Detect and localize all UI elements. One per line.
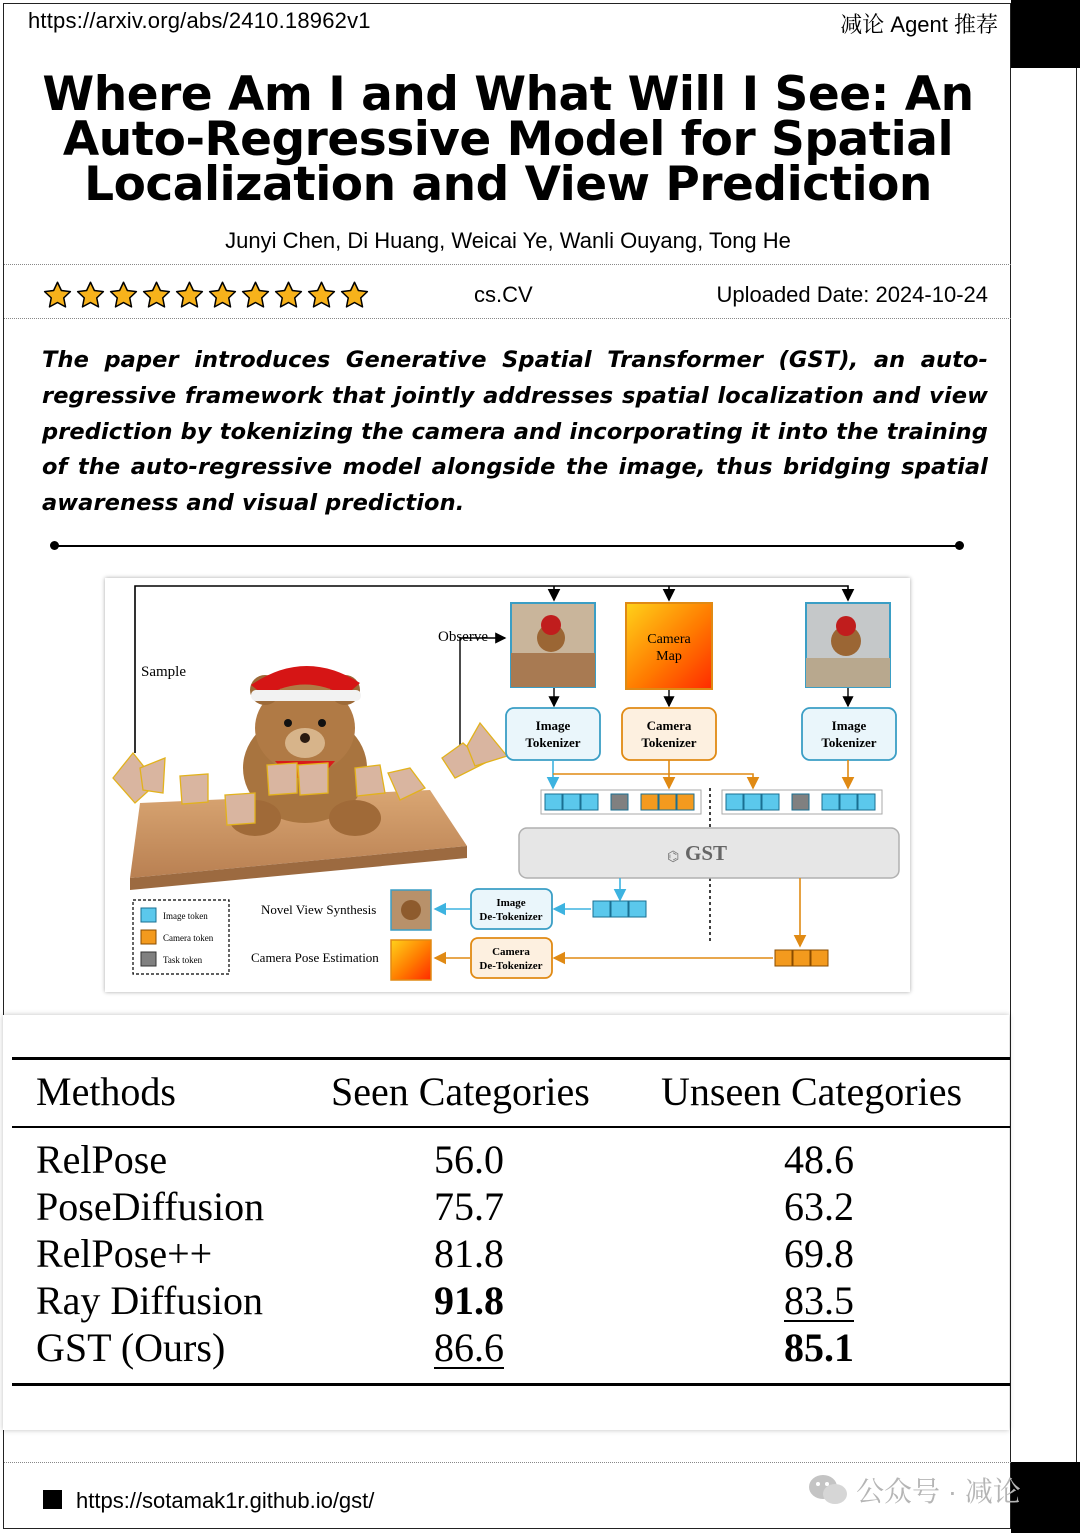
footer-bullet (43, 1490, 62, 1509)
row-method: GST (Ours) (36, 1325, 226, 1370)
row-unseen: 63.2 (784, 1184, 854, 1229)
star-icon (141, 280, 172, 310)
category-label: cs.CV (474, 282, 533, 307)
svg-text:Camera: Camera (492, 946, 530, 958)
camera-map-line1: Camera (647, 632, 691, 647)
paper-title: Where Am I and What Will I See: An Auto-Regressive Model for Spatial Localization and View Prediction (42, 67, 974, 212)
star-icon (75, 280, 106, 310)
upload-date: Uploaded Date: 2024-10-24 (716, 282, 988, 307)
row-unseen: 69.8 (784, 1231, 854, 1276)
section-divider (54, 545, 960, 547)
camera-detokenizer (471, 938, 552, 978)
brand-label: 减论 Agent 推荐 (840, 12, 998, 37)
output-camera-tokens (775, 950, 828, 966)
header-methods: Methods (36, 1069, 176, 1114)
sample-label: Sample (141, 664, 186, 680)
right-border (1076, 68, 1077, 1462)
pose-map-thumb (391, 940, 431, 980)
sample-loop-line (135, 586, 848, 753)
svg-text:Camera: Camera (646, 718, 692, 733)
row-unseen-second (739, 1277, 899, 1324)
gst-label: GST (685, 841, 728, 865)
svg-text:De-Tokenizer: De-Tokenizer (479, 960, 543, 972)
row-seen-value: 86.6 (434, 1325, 504, 1370)
legend-image: Image token (163, 911, 208, 921)
observe-label: Observe (438, 629, 488, 645)
token-strip-left (545, 794, 694, 810)
row-method: Ray Diffusion (36, 1278, 264, 1323)
row-unseen: 48.6 (784, 1137, 854, 1182)
row-seen-second (389, 1324, 549, 1371)
star-icon (306, 280, 337, 310)
row-unseen-value: 83.5 (784, 1278, 854, 1323)
paper-authors: Junyi Chen, Di Huang, Weicai Ye, Wanli Ouyang, Tong He (225, 228, 791, 253)
corner-bar-top (1011, 0, 1080, 68)
method-figure (105, 578, 910, 992)
star-icon (240, 280, 271, 310)
row-method: RelPose (36, 1137, 168, 1182)
corner-bar-bottom (1011, 1462, 1080, 1533)
divider-dotted (4, 264, 1011, 265)
svg-text:Tokenizer: Tokenizer (525, 735, 581, 750)
svg-text:Tokenizer: Tokenizer (641, 735, 697, 750)
novel-view-label: Novel View Synthesis (261, 902, 377, 917)
divider-dotted (4, 1462, 1011, 1463)
source-url[interactable]: https://arxiv.org/abs/2410.18962v1 (28, 8, 371, 33)
token-strip-right (726, 794, 875, 810)
star-icon (174, 280, 205, 310)
svg-text:Tokenizer: Tokenizer (821, 735, 877, 750)
image-tokenizer-left (506, 708, 600, 760)
header-unseen: Unseen Categories (661, 1069, 963, 1114)
camera-tokenizer (622, 708, 716, 760)
image-tokenizer-right (802, 708, 896, 760)
svg-text:Image: Image (831, 718, 867, 733)
svg-text:De-Tokenizer: De-Tokenizer (479, 911, 543, 923)
row-seen-best: 91.8 (434, 1278, 504, 1323)
star-icon (108, 280, 139, 310)
divider-dot (50, 541, 59, 550)
row-seen: 81.8 (434, 1231, 504, 1276)
wechat-icon (808, 1473, 848, 1507)
star-icon (42, 280, 73, 310)
figure-svg (105, 578, 910, 992)
results-table (3, 1015, 1009, 1430)
star-icon (273, 280, 304, 310)
divider-dotted (4, 318, 1011, 319)
row-method: RelPose++ (36, 1231, 213, 1276)
meta-row (42, 280, 988, 310)
header-seen: Seen Categories (331, 1069, 590, 1114)
table-top-rule (12, 1057, 1010, 1060)
svg-text:Image: Image (496, 897, 526, 909)
table-mid-rule (12, 1126, 1010, 1128)
camera-map-line2: Map (656, 649, 682, 664)
legend-camera: Camera token (163, 933, 214, 943)
table-bottom-rule (12, 1383, 1010, 1386)
legend-task: Task token (163, 955, 203, 965)
row-unseen-best: 85.1 (784, 1325, 854, 1370)
star-icon (339, 280, 370, 310)
star-icon (207, 280, 238, 310)
project-link[interactable]: https://sotamak1r.github.io/gst/ (76, 1488, 375, 1513)
paper-summary: The paper introduces Generative Spatial Transformer (GST), an auto-regressive framework that jointly addresses spatial localization and view prediction by tokenizing the camera and incorporating it into the training of the auto-regressive model alongside the image, thus bridging spatial awareness and visual prediction. (42, 347, 988, 517)
pose-estimation-label: Camera Pose Estimation (251, 950, 379, 965)
row-method: PoseDiffusion (36, 1184, 265, 1229)
watermark-text: 公众号 · 减论 (856, 1476, 1021, 1507)
row-seen: 56.0 (434, 1137, 504, 1182)
row-seen: 75.7 (434, 1184, 504, 1229)
image-detokenizer (471, 889, 552, 929)
svg-text:⌬: ⌬ (667, 849, 680, 865)
watermark (808, 1470, 1021, 1510)
divider-dot (955, 541, 964, 550)
svg-text:Image: Image (535, 718, 571, 733)
output-image-tokens (593, 901, 646, 917)
rating-stars (42, 280, 370, 310)
